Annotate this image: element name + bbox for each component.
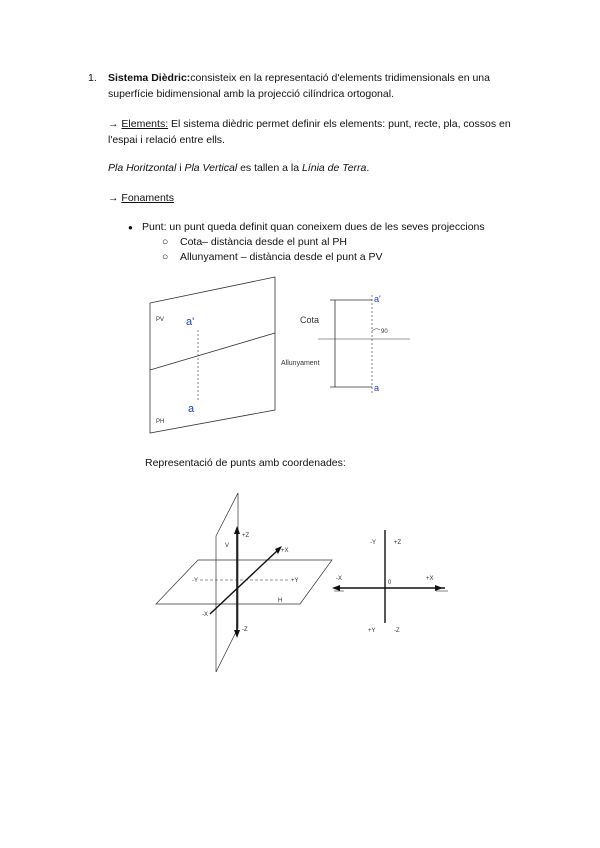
plus-x-label: +X (281, 548, 289, 554)
a-right-label: a (374, 383, 380, 393)
minus-x-label: -X (336, 576, 342, 582)
bullet-text: Punt: un punt queda definit quan coneixem dues de les seves projeccions (142, 221, 485, 233)
mid-text: es tallen a la (237, 162, 302, 174)
plus-x-label: +X (426, 576, 434, 582)
definition-text: consisteix en la representació d'elements tridimensionals en una superfície bidimensional amb la projecció cilíndrica ortogonal. (108, 72, 490, 100)
minus-x-label: -X (202, 612, 208, 618)
coordinate-axes-2d-figure (330, 528, 455, 643)
plus-y-bottom-label: +Y (368, 628, 376, 634)
list-number: 1. (88, 72, 97, 84)
pla-horitzontal: Pla Horitzontal (108, 162, 177, 174)
x-axis (210, 550, 278, 614)
allunyament-label: Allunyament (281, 360, 320, 367)
dihedral-planes-figure (140, 275, 430, 440)
sub-item-cota (162, 234, 562, 250)
allunyament-text: Allunyament – distància desde el punt a PV (180, 251, 383, 263)
arrow-glyph: → (108, 118, 119, 130)
a-prime-right-label: a' (374, 294, 381, 304)
left-arrow-icon (332, 585, 340, 591)
linia-terra: Línia de Terra (301, 162, 367, 174)
angle-label: 90 (381, 329, 388, 335)
angle-arc (372, 329, 380, 331)
bullet-icon: ● (128, 223, 133, 232)
minus-z-bottom-label: -Z (394, 628, 400, 634)
period: . (366, 162, 370, 174)
cota-label: Cota (300, 315, 320, 325)
vertical-plane (216, 493, 238, 672)
h-label: H (278, 598, 283, 604)
conj-text: i (176, 162, 185, 174)
minus-z-label: -Z (242, 627, 248, 633)
circle-bullet-icon: ○ (162, 236, 169, 248)
fonaments-label: Fonaments (121, 192, 174, 204)
elements-text: El sistema dièdric permet definir els elements: punt, recte, pla, cossos en l'espai i relació entre ells. (108, 118, 511, 146)
a-label: a (188, 403, 195, 415)
a-prime-label: a' (186, 316, 195, 328)
origin-label: 0 (388, 580, 392, 586)
sub-item-allunyament (162, 249, 562, 265)
plus-z-label: +Z (242, 533, 250, 539)
elements-paragraph (108, 116, 528, 148)
circle-bullet-icon: ○ (162, 251, 169, 263)
plane-outline (150, 277, 275, 433)
ground-line (150, 333, 275, 370)
term-title: Sistema Dièdric: (108, 72, 191, 84)
coordinate-axes-3d-figure (150, 488, 340, 673)
minus-y-label: -Y (192, 578, 198, 584)
minus-y-top-label: -Y (370, 540, 376, 546)
figure-caption: Representació de punts amb coordenades: (145, 457, 346, 469)
planes-paragraph (108, 160, 528, 176)
z-arrow-up-icon (234, 526, 240, 534)
arrow-glyph: → (108, 192, 119, 204)
plus-y-label: +Y (291, 578, 299, 584)
plus-z-top-label: +Z (394, 540, 402, 546)
definition-paragraph (108, 70, 528, 102)
fonaments-heading (108, 190, 528, 206)
pv-label: PV (156, 317, 165, 323)
right-arrow-icon (435, 585, 443, 591)
cota-text: Cota– distància desde el punt al PH (180, 236, 347, 248)
v-label: V (225, 543, 230, 549)
pla-vertical: Pla Vertical (184, 162, 238, 174)
elements-label: Elements: (121, 118, 169, 130)
ph-label: PH (156, 419, 165, 425)
